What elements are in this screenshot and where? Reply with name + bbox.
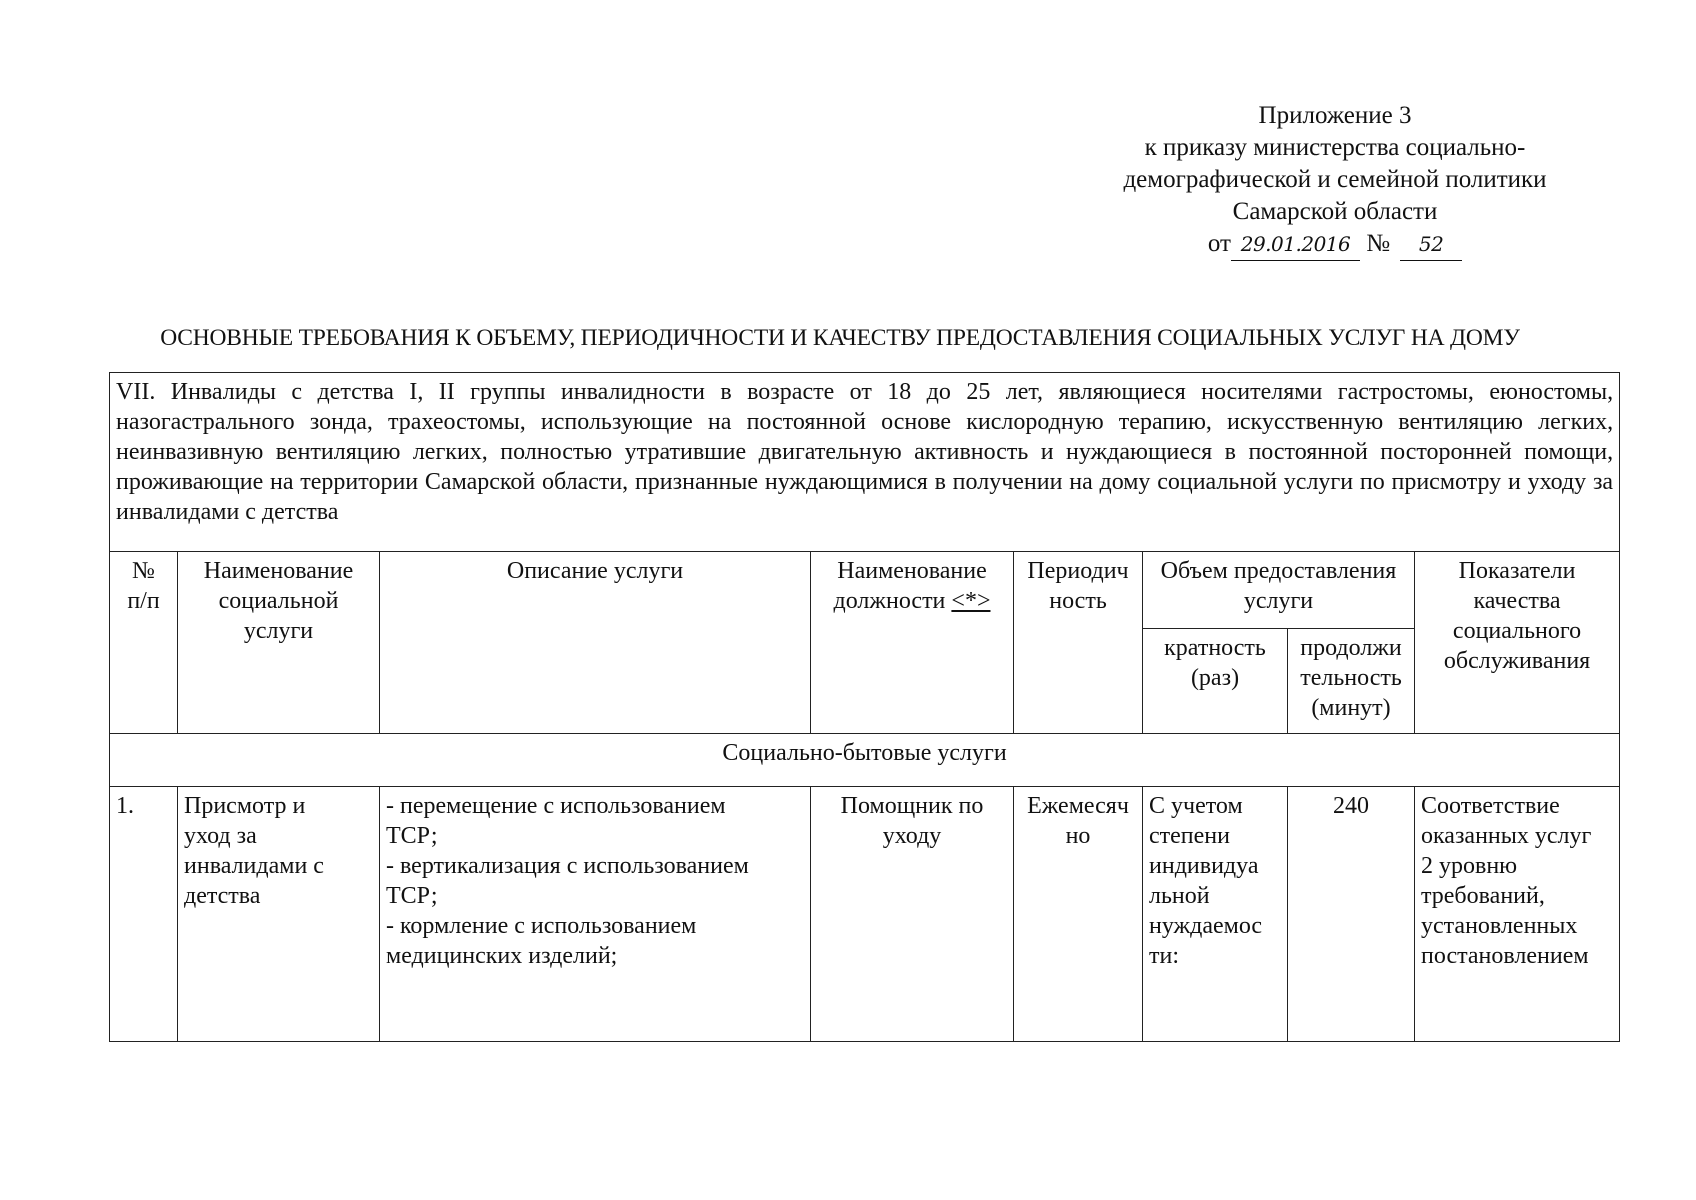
- appendix-line-2: демографической и семейной политики: [1123, 166, 1547, 193]
- row-position: Помощник по уходу: [811, 787, 1014, 1042]
- row-description: - перемещение с использованием ТСР; - вертикализация с использованием ТСР; - кормление с использованием медицинских изделий;: [380, 787, 811, 1042]
- requirements-table: [109, 372, 1620, 1042]
- date-prefix: от: [1207, 230, 1231, 257]
- order-reference: [1085, 228, 1585, 261]
- header-service-name: Наименование социальной услуги: [178, 552, 380, 734]
- header-description: Описание услуги: [380, 552, 811, 734]
- row-periodicity: Ежемесяч но: [1014, 787, 1143, 1042]
- row-service-name: Присмотр и уход за инвалидами с детства: [178, 787, 380, 1042]
- appendix-title: Приложение 3: [1258, 102, 1412, 129]
- appendix-block: [1085, 100, 1585, 261]
- section-heading: Социально-бытовые услуги: [110, 734, 1620, 787]
- row-quality: Соответствие оказанных услуг 2 уровню требований, установленных постановлением: [1415, 787, 1620, 1042]
- handwritten-number: 52: [1400, 228, 1462, 261]
- handwritten-date: 29.01.2016: [1231, 228, 1360, 261]
- appendix-line-1: к приказу министерства социально-: [1144, 134, 1526, 161]
- header-volume: Объем предоставления услуги: [1143, 552, 1415, 629]
- footnote-link[interactable]: <*>: [951, 588, 991, 614]
- table-row: [110, 787, 1620, 1042]
- row-num: 1.: [110, 787, 178, 1042]
- header-duration: продолжи тельность (минут): [1288, 629, 1415, 734]
- appendix-line-3: Самарской области: [1232, 198, 1438, 225]
- row-duration: 240: [1288, 787, 1415, 1042]
- group-heading: VII. Инвалиды с детства I, II группы инвалидности в возрасте от 18 до 25 лет, являющиеся носителями гастростомы, еюностомы, назогастрального зонда, трахеостомы, использующие на постоянной основе кислородную терапию, искусственную вентиляцию легких, неинвазивную вентиляцию легких, полностью утратившие двигательную активность и нуждающиеся в постоянной посторонней помощи, проживающие на территории Самарской области, признанные нуждающимися в получении на дому социальной услуги по присмотру и уходу за инвалидами с детства: [110, 373, 1620, 552]
- number-sign: №: [1366, 230, 1391, 257]
- header-num: № п/п: [110, 552, 178, 734]
- header-multiplicity: кратность (раз): [1143, 629, 1288, 734]
- header-periodicity: Периодич ность: [1014, 552, 1143, 734]
- header-quality: Показатели качества социального обслуживания: [1415, 552, 1620, 734]
- header-position: Наименование должности <*>: [811, 552, 1014, 734]
- document-title: ОСНОВНЫЕ ТРЕБОВАНИЯ К ОБЪЕМУ, ПЕРИОДИЧНОСТИ И КАЧЕСТВУ ПРЕДОСТАВЛЕНИЯ СОЦИАЛЬНЫХ УСЛУГ НА ДОМУ: [160, 325, 1520, 351]
- row-multiplicity: С учетом степени индивидуа льной нуждаемос ти:: [1143, 787, 1288, 1042]
